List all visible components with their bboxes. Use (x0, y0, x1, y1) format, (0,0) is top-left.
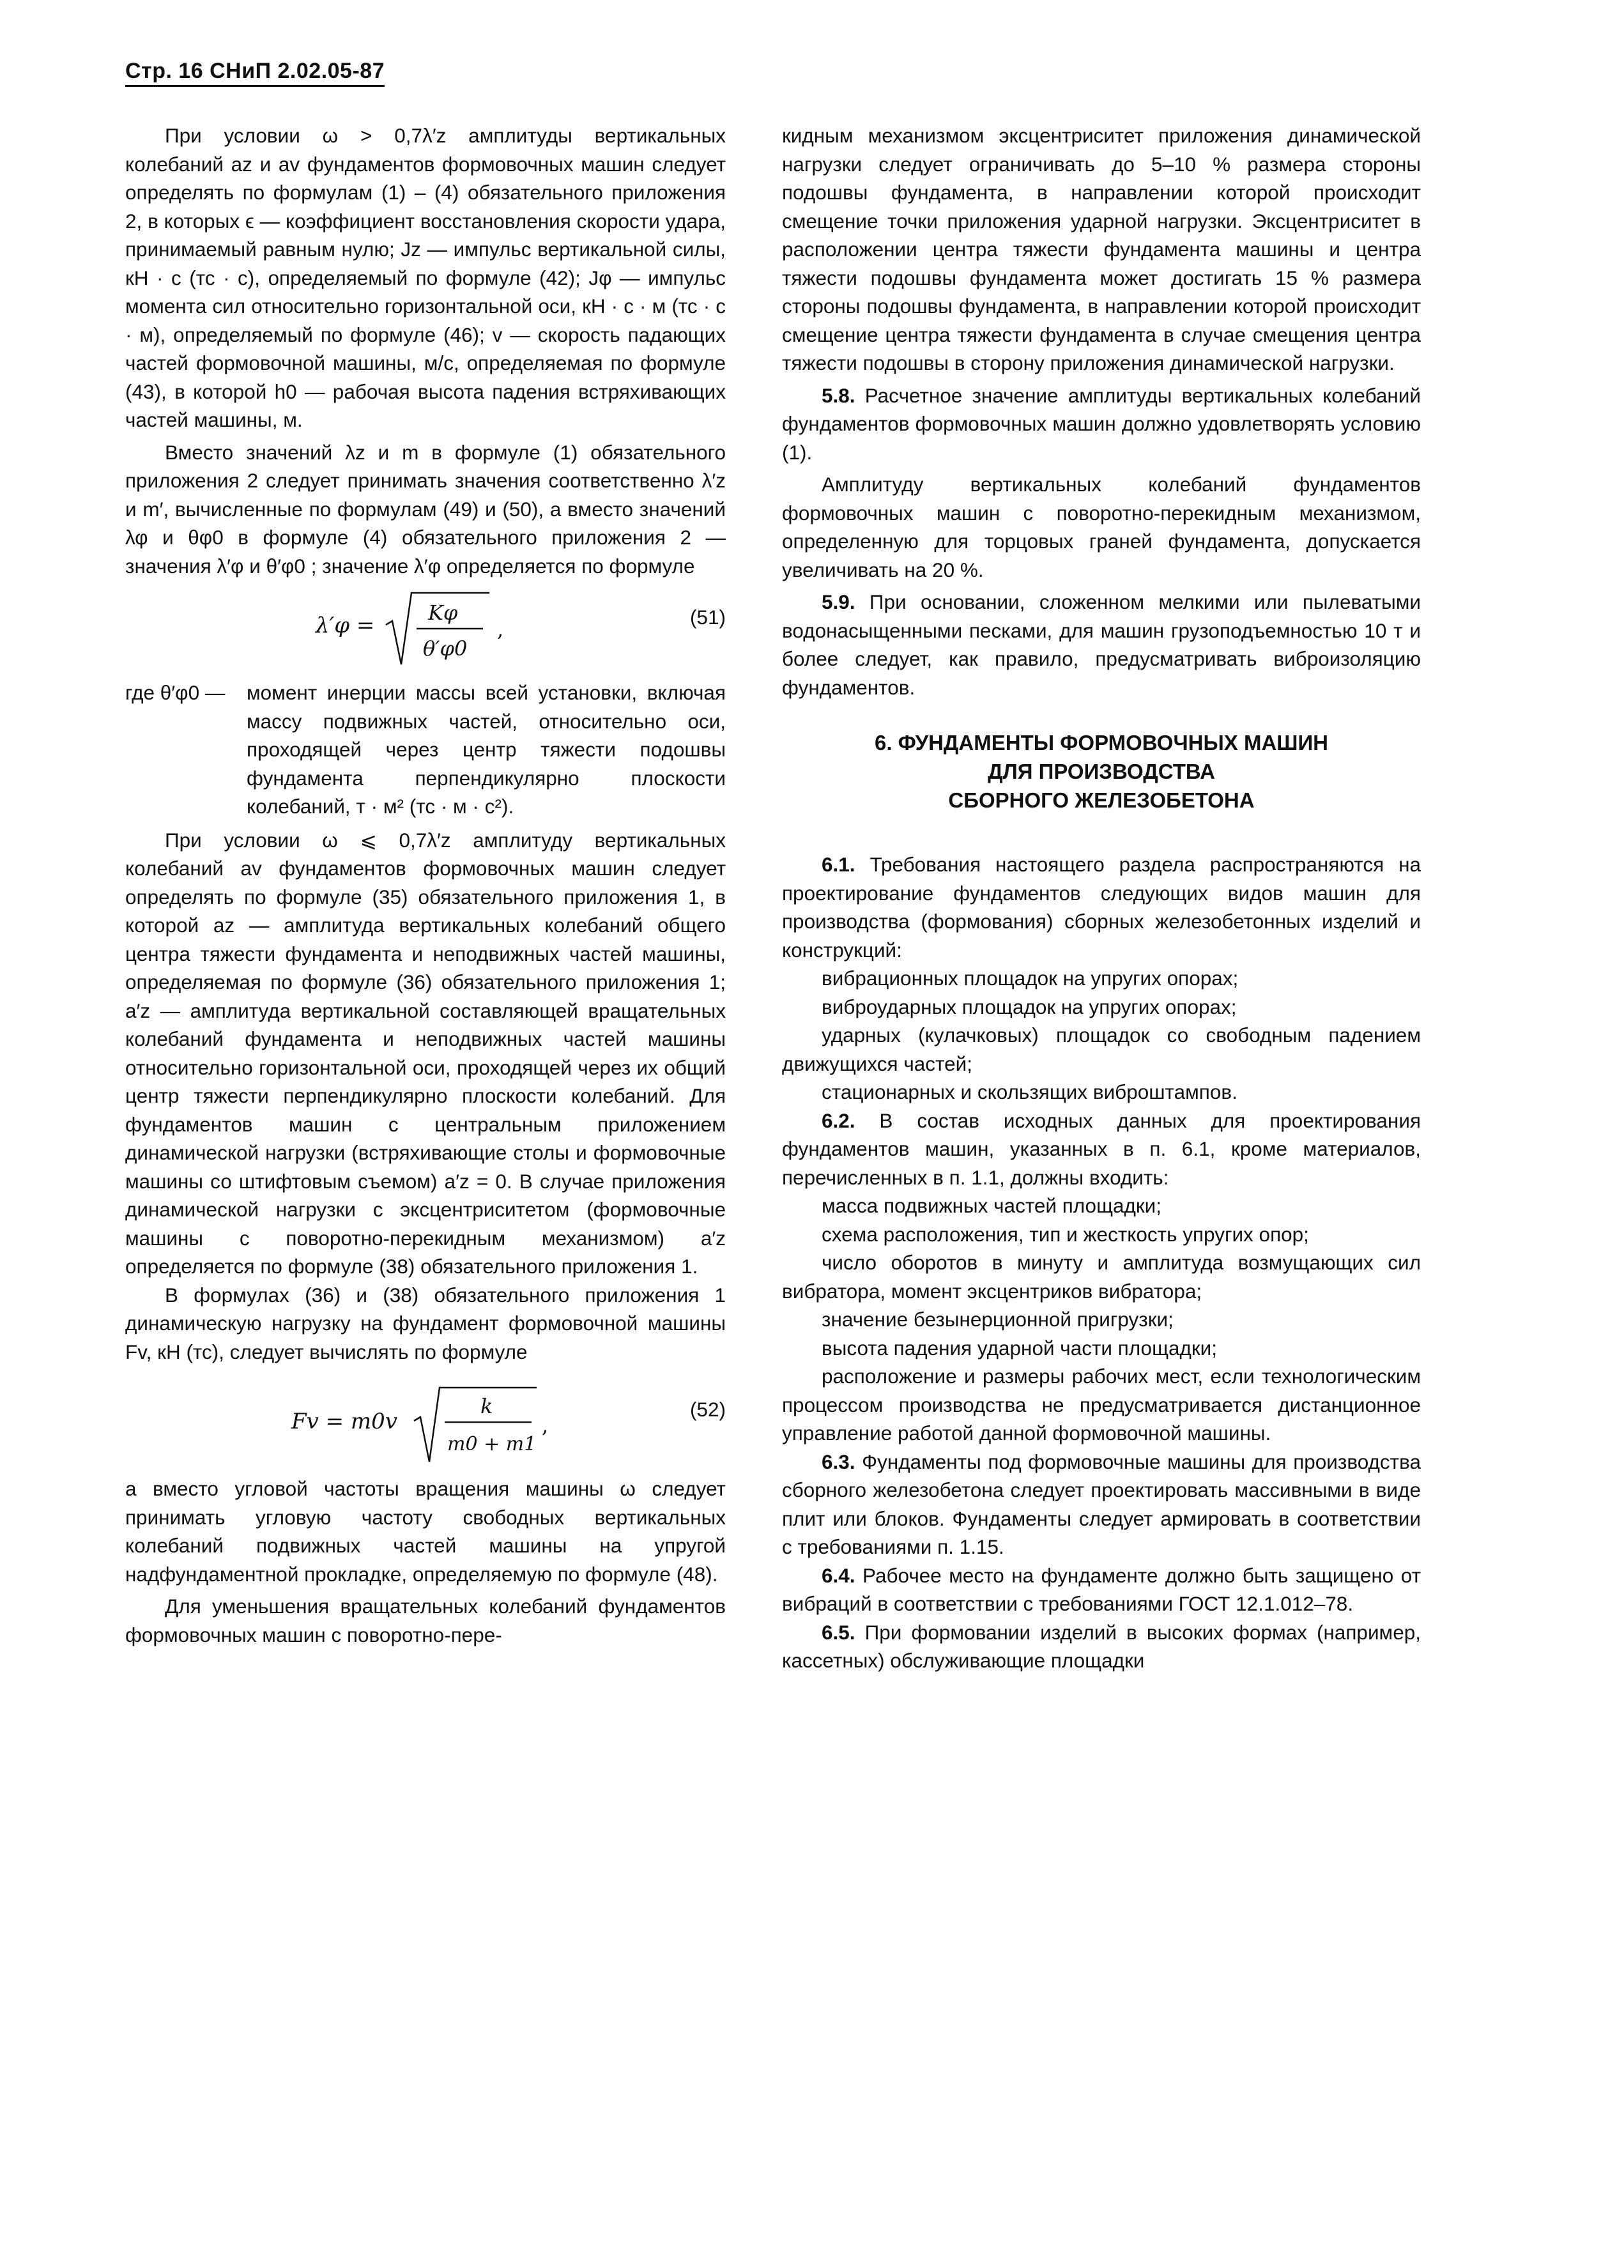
formula-51-graphic (125, 580, 726, 676)
formula-51-number: (51) (689, 606, 726, 629)
clause-number: 6.2. (822, 1108, 855, 1132)
clause-number: 6.3. (822, 1450, 855, 1473)
clause-text: Рабочее место на фундаменте должно быть защищено от вибраций в соответствии с требованиями ГОСТ 12.1.012–78. (782, 1563, 1421, 1615)
list-item: число оборотов в минуту и амплитуда возмущающих сил вибратора, момент эксцентриков вибратора; (782, 1251, 1421, 1303)
formula-51-comma: , (497, 617, 504, 641)
paragraph: Вместо значений λz и m в формуле (1) обязательного приложения 2 следует принимать значения соответственно λ′z и m′, вычисленные по формулам (49) и (50), а вместо значений λφ и θφ0 в формуле (4) обязательного приложения 2 — значения λ′φ и θ′φ0 ; значение λ′φ определяется по формуле (125, 440, 726, 578)
formula-51-lhs: λ′φ = (316, 613, 375, 638)
clause-text: Расчетное значение амплитуды вертикальных колебаний фундаментов формовочных машин должно удовлетворять условию (1). (782, 383, 1421, 464)
list-item: ударных (кулачковых) площадок со свободным падением движущихся частей; (782, 1023, 1421, 1075)
list-item: схема расположения, тип и жесткость упругих опор; (822, 1222, 1309, 1246)
list-item: расположение и размеры рабочих мест, если технологическим процессом производства не предусматривается дистанционное управление работой данной формовочной машины. (782, 1365, 1421, 1444)
clause-text: При основании, сложенном мелкими или пылеватыми водонасыщенными песками, для машин грузоподъемностью 10 т и более следует, как правило, предусматривать виброизоляцию фундаментов. (782, 590, 1421, 699)
section-title-line: СБОРНОГО ЖЕЛЕЗОБЕТОНА (948, 788, 1255, 812)
list-item: значение безынерционной пригрузки; (822, 1308, 1174, 1331)
formula-52-graphic (125, 1366, 726, 1475)
clause-number: 5.9. (822, 590, 855, 613)
clause-6-1 (782, 850, 1421, 964)
clause-number: 6.1. (822, 853, 855, 876)
clause-6-4 (782, 1561, 1421, 1618)
section-title-line: 6. ФУНДАМЕНТЫ ФОРМОВОЧНЫХ МАШИН (874, 731, 1329, 755)
formula-51-denominator: θ′φ0 (423, 636, 468, 661)
clause-number: 5.8. (822, 383, 855, 407)
paragraph: В формулах (36) и (38) обязательного приложения 1 динамическую нагрузку на фундамент формовочной машины Fv, кН (тс), следует вычислять по формуле (125, 1283, 726, 1363)
left-column (125, 121, 726, 1649)
page-header: Стр. 16 СНиП 2.02.05-87 (125, 59, 385, 87)
clause-text: Требования настоящего раздела распространяются на проектирование фундаментов следующих видов машин для производства (формования) сборных железобетонных изделий и конструкций: (782, 853, 1421, 962)
section-title (782, 728, 1421, 815)
clause-text: В состав исходных данных для проектирования фундаментов машин, указанных в п. 6.1, кроме материалов, перечисленных в п. 1.1, должны входить: (782, 1108, 1421, 1189)
section-title-line: ДЛЯ ПРОИЗВОДСТВА (988, 760, 1215, 783)
clause-6-3 (782, 1448, 1421, 1561)
formula-52-comma: , (542, 1413, 549, 1437)
paragraph: кидным механизмом эксцентриситет приложения динамической нагрузки следует ограничивать до 5–10 % размера стороны подошвы фундамента, в направлении которой происходит смещение точки приложения ударной нагрузки. Эксцентриситет в расположении центра тяжести фундамента машины и центра тяжести подошвы фундамента может достигать 15 % размера стороны подошвы фундамента, в направлении которой происходит смещение центра тяжести фундамента в случае смещения центра тяжести подошвы в сторону приложения динамической нагрузки. (782, 124, 1421, 374)
where-clause (125, 678, 726, 821)
formula-52 (125, 1366, 726, 1475)
formula-51 (125, 580, 726, 676)
right-column (782, 121, 1421, 1675)
clause-text: При формовании изделий в высоких формах (например, кассетных) обслуживающие площадки (782, 1620, 1421, 1672)
paragraph: Для уменьшения вращательных колебаний фундаментов формовочных машин с поворотно-пере- (125, 1595, 726, 1646)
formula-52-numerator: k (480, 1394, 493, 1418)
where-text: момент инерции массы всей установки, включая массу подвижных частей, относительно оси, проходящей через центр тяжести подошвы фундамента перпендикулярно плоскости колебаний, т · м² (тс · м · с²). (247, 681, 726, 818)
formula-52-denominator: m0 + m1 (447, 1433, 537, 1455)
clause-5-9 (782, 588, 1421, 701)
where-label: где θ′φ0 — (125, 681, 226, 704)
formula-51-numerator: Kφ (428, 601, 458, 625)
list-item: масса подвижных частей площадки; (822, 1194, 1162, 1217)
paragraph: При условии ω ⩽ 0,7λ′z амплитуду вертикальных колебаний av фундаментов формовочных машин следует определять по формуле (35) обязательного приложения 1, в которой az — амплитуда вертикальных колебаний общего центра тяжести фундамента и неподвижных частей машины, определяемая по формуле (36) обязательного приложения 1; a′z — амплитуда вертикальной составляющей вращательных колебаний фундамента и неподвижных частей машины относительно горизонтальной оси, проходящей через их общий центр тяжести перпендикулярно плоскости колебаний. Для фундаментов машин с центральным приложением динамической нагрузки (встряхивающие столы и формовочные машины со штифтовым съемом) a′z = 0. В случае приложения динамической нагрузки с эксцентриситетом (формовочные машины с поворотно-перекидным механизмом) a′z определяется по формуле (38) обязательного приложения 1. (125, 828, 726, 1278)
paragraph: При условии ω > 0,7λ′z амплитуды вертикальных колебаний az и av фундаментов формовочных машин следует определять по формулам (1) – (4) обязательного приложения 2, в которых ϵ — коэффициент восстановления скорости удара, принимаемый равным нулю; Jz — импульс вертикальной силы, кН · с (тс · с), определяемый по формуле (42); Jφ — импульс момента сил относительно горизонтальной оси, кН · с · м (тс · с · м), определяемый по формуле (46); v — скорость падающих частей формовочной машины, м/с, определяемая по формуле (43), в которой h0 — рабочая высота падения встряхивающих частей машины, м. (125, 124, 726, 431)
clause-5-8 (782, 381, 1421, 467)
list-item: вибрационных площадок на упругих опорах; (822, 967, 1239, 990)
paragraph: Амплитуду вертикальных колебаний фундаментов формовочных машин с поворотно-перекидным механизмом, определенную для торцовых граней фундамента, допускается увеличивать на 20 %. (782, 473, 1421, 581)
clause-number: 6.5. (822, 1620, 855, 1644)
formula-52-number: (52) (689, 1398, 726, 1421)
formula-52-lhs: Fv = m0v (291, 1409, 397, 1434)
list-item: стационарных и скользящих виброштампов. (822, 1080, 1237, 1103)
list-item: высота падения ударной части площадки; (822, 1336, 1218, 1360)
clause-number: 6.4. (822, 1563, 855, 1587)
list-item: виброударных площадок на упругих опорах; (822, 995, 1237, 1018)
clause-6-5 (782, 1618, 1421, 1675)
clause-text: Фундаменты под формовочные машины для производства сборного железобетона следует проектировать массивными в виде плит или блоков. Фундаменты следует армировать в соответствии с требованиями п. 1.15. (782, 1450, 1421, 1558)
clause-6-2 (782, 1107, 1421, 1192)
paragraph: а вместо угловой частоты вращения машины ω следует принимать угловую частоту свободных вертикальных колебаний подвижных частей машины на упругой надфундаментной прокладке, определяемую по формуле (48). (125, 1477, 726, 1586)
